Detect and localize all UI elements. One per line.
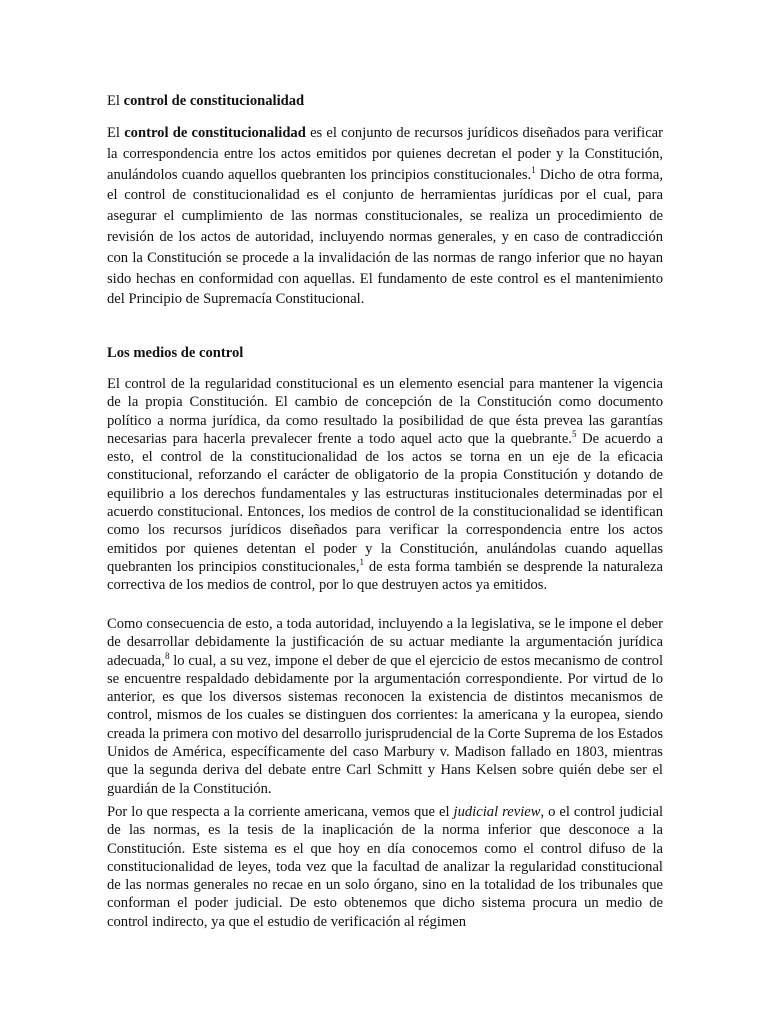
paragraph-consecuencia [107,615,663,798]
p2-text-1: El control de la regularidad constitucional es un elemento esencial para mantener la vigencia de la propia Constitución. El cambio de concepción de la Constitución como documento político a norma jurídica, da como resultado la posibilidad de que ésta prevea las garantías necesarias para hacerla prevalecer frente a todo aquel acto que la quebrante. [107,376,663,447]
paragraph-medios [107,375,663,595]
p2-text-3: de esta forma también se desprende la naturaleza correctiva de los medios de control, por lo que destruyen actos ya emitidos. [107,558,663,594]
p1-text-3: . [360,291,365,308]
p4-text-2: , o el control judicial de las normas, es la tesis de la inaplicación de la norma inferior que desconoce a la Constitución. Este sistema es el que hoy en día conocemos como el control difuso de la constitucionalidad de leyes, toda vez que la facultad de analizar la regularidad constitucional de las normas generales no recae en un solo órgano, sino en la totalidad de los tribunales que conforman el poder judicial. De esto obtenemos que dicho sistema procura un medio de control indirecto, ya que el estudio de verificación al régimen [107,804,663,930]
p2-text-2: De acuerdo a esto, el control de la constitucionalidad de los actos se torna en un eje de la eficacia constitucional, reforzando el carácter de obligatorio de la propia Constitución y dotando de equilibrio a los derechos fundamentales y las estructuras institucionales determinadas por el acuerdo constitucional. Entonces, los medios de control de la constitucionalidad se identifican como los recursos jurídicos diseñados para verificar la correspondencia entre los actos emitidos por quienes detentan el poder y la Constitución, anulándolas cuando aquellas quebranten los principios constitucionales, [107,430,663,575]
p4-italic-term: judicial review [453,804,541,820]
footnote-ref[interactable]: 1 [531,164,536,175]
footnote-ref[interactable]: 8 [164,650,170,661]
p1-text-2: Dicho de otra forma, el control de constitucionalidad es el conjunto de herramientas jurídicas por el cual, para asegurar el cumplimiento de las normas constitucionales, se realiza un procedimiento de revisión de los actos de autoridad, incluyendo normas generales, y en caso de contradicción con la Constitución se procede a la invalidación de las normas de rango inferior que no hayan sido hechas en conformidad con aquellas. El fundamento de este control es el mantenimiento del [107,166,663,308]
footnote-ref[interactable]: 5 [571,428,577,439]
document-title [107,91,663,111]
footnote-ref[interactable]: 1 [359,556,364,567]
section-heading: Los medios de control [107,345,244,361]
p1-text-1: es el conjunto de recursos jurídicos diseñados para verificar la correspondencia entre los actos emitidos por quienes decretan el poder y la Constitución, anulándolos cuando aquellos quebranten los principios constitucionales. [107,125,664,183]
p4-text-1: Por lo que respecta a la corriente americana, vemos que el [107,804,454,820]
p1-lead-bold: control de constitucionalidad [124,125,306,141]
paragraph-corriente-americana [107,803,663,931]
p1-lead: El [107,125,125,141]
p3-text-1: Como consecuencia de esto, a toda autoridad, incluyendo a la legislativa, se le impone el deber de desarrollar debidamente la justificación de su actuar mediante la argumentación jurídica adecuada, [107,616,663,669]
p3-text-2: lo cual, a su vez, impone el deber de que el ejercicio de estos mecanismo de control se encuentre respaldado debidamente por la argumentación correspondiente. Por virtud de lo anterior, es que los diversos sistemas reconocen la existencia de distintos mecanismos de control, mismos de los cuales se distinguen dos corrientes: la americana y la europea, siendo creada la primera con motivo del desarrollo jurisprudencial de la Corte Suprema de los Estados Unidos de América, específicamente del caso Marbury v. Madison fallado en 1803, mientras que la segunda deriva del debate entre Carl Schmitt y Hans Kelsen sobre quién debe ser el guardián de la Constitución. [107,652,664,797]
title-prefix: El [107,93,124,109]
principio-supremacia-link[interactable]: Principio de Supremacía Constitucional [128,291,361,308]
title-bold: control de constitucionalidad [123,93,305,109]
paragraph-definition [107,123,663,310]
